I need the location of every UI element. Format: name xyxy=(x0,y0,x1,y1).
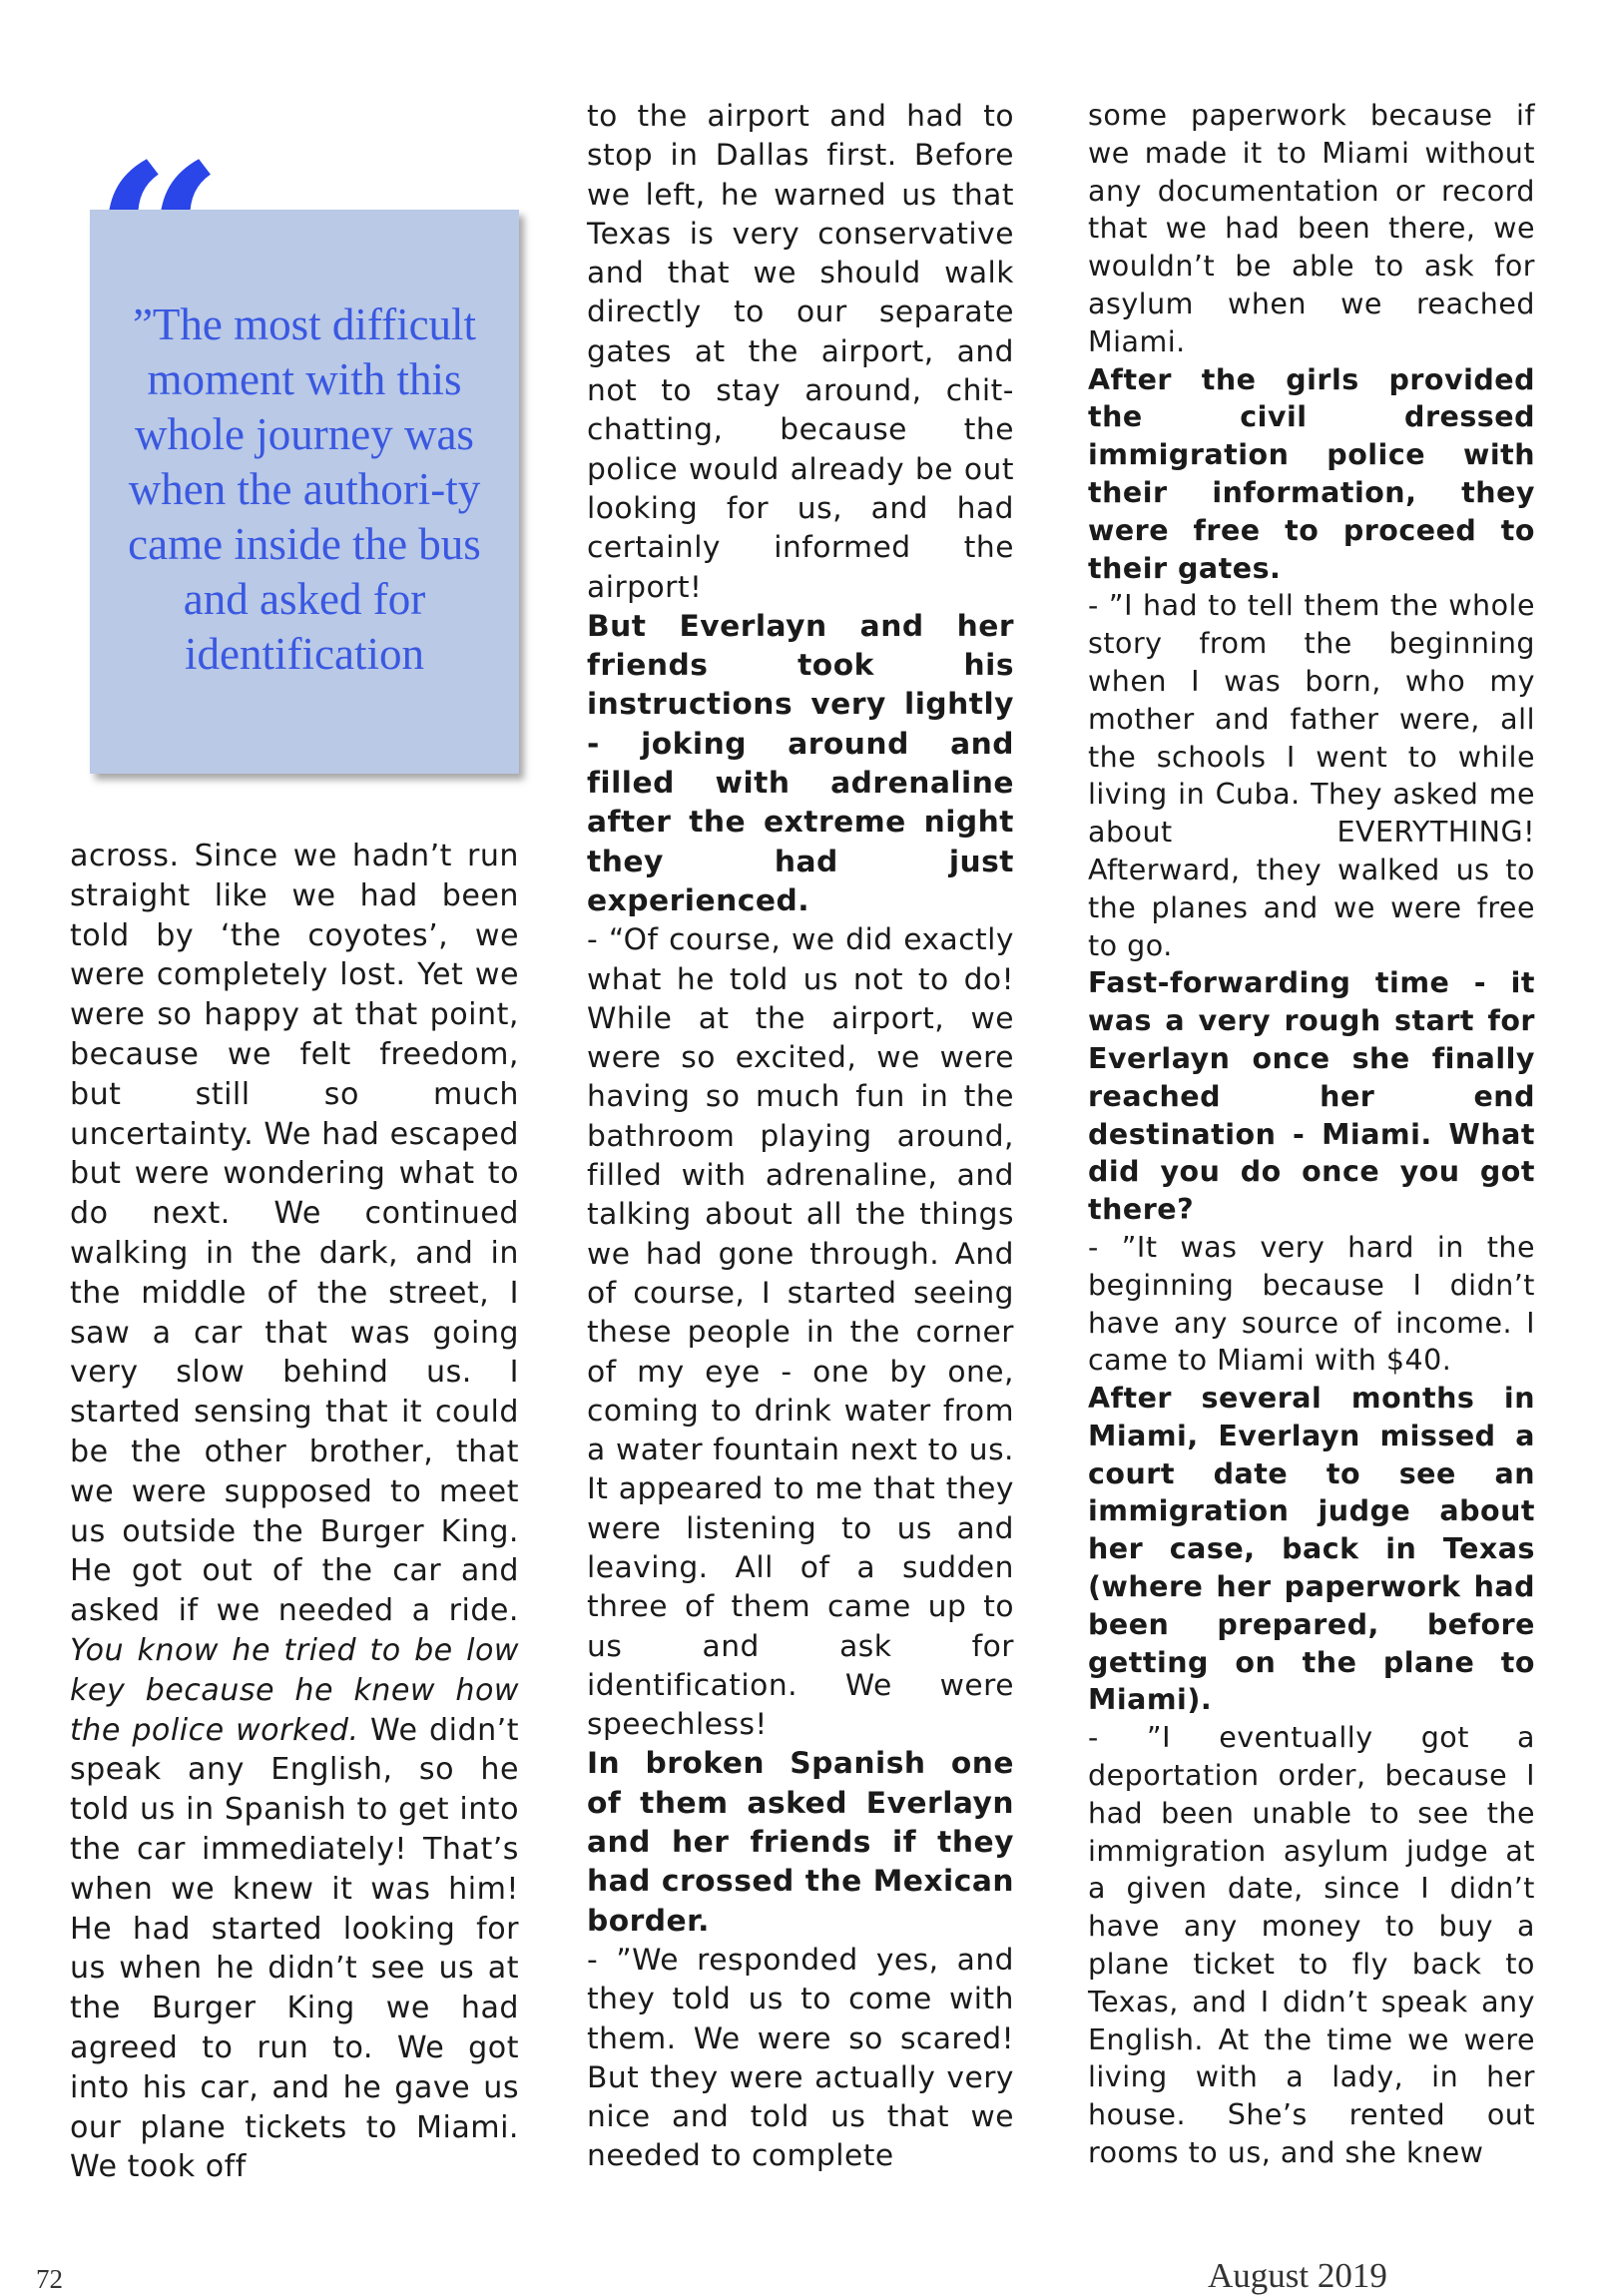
paragraph: to the airport and had to stop in Dallas first. Before we left, he warned us that Texas is very conservative and that we should walk directly to our separate gates at the airport, and not to stay around, chit-chatting, because the police would already be out looking for us, and had certainly informed the airport! xyxy=(587,99,1014,605)
pull-quote-box xyxy=(90,210,519,774)
article-column-2 xyxy=(587,97,1014,2176)
paragraph xyxy=(70,837,519,2187)
paragraph: - ”We responded yes, and they told us to come with them. We were so scared! But they were actually very nice and told us that we needed to complete xyxy=(587,1942,1014,2174)
bold-paragraph: Fast-forwarding time - it was a very rough start for Everlayn once she finally reached her end destination - Miami. What did you do once you got there? xyxy=(1088,966,1535,1227)
paragraph: - “Of course, we did exactly what he told us not to do! While at the airport, we were so excited, we were having so much fun in the bathroom playing around, filled with adrenaline, and talking about all the things we had gone through. And of course, I started seeing these people in the corner of my eye - one by one, coming to drink water from a water fountain next to us. It appeared to me that they were listening to us and leaving. All of a sudden three of them came up to us and ask for identification. We were speechless! xyxy=(587,922,1014,1743)
bold-paragraph: But Everlayn and her friends took his instructions very lightly - joking around and filled with adrenaline after the extreme night they had just experienced. xyxy=(587,608,1014,918)
paragraph-text: across. Since we hadn’t run straight like we had been told by ‘the coyotes’, we were completely lost. Yet we were so happy at that point, because we felt freedom, but still so much uncertainty. We had escaped but were wondering what to do next. We continued walking in the dark, and in the middle of the street, I saw a car that was going very slow behind us. I started sensing that it could be the other brother, that we were supposed to meet us outside the Burger King. He got out of the car and asked if we needed a ride. xyxy=(70,839,519,1629)
bold-paragraph: In broken Spanish one of them asked Everlayn and her friends if they had crossed the Mexican border. xyxy=(587,1746,1014,1939)
paragraph: - ”I eventually got a deportation order, because I had been unable to see the immigration asylum judge at a given date, since I didn’t have any money to buy a plane ticket to fly back to Texas, and I didn’t speak any English. At the time we were living with a lady, in her house. She’s rented out rooms to us, and she knew xyxy=(1088,1721,1535,2170)
article-column-3 xyxy=(1088,97,1535,2172)
issue-date: August 2019 xyxy=(1208,2256,1387,2295)
paragraph-text: We didn’t speak any English, so he told us in Spanish to get into the car immediately! That’s when we knew it was him! He had started looking for us when he didn’t see us at the Burger King we had agreed to run to. We got into his car, and he gave us our plane tickets to Miami. We took off xyxy=(70,1712,520,2185)
pull-quote-text: ”The most difficult moment with this whole journey was when the authori-ty came inside the bus and asked for identification xyxy=(128,299,481,679)
bold-paragraph: After the girls provided the civil dressed immigration police with their information, they were free to proceed to their gates. xyxy=(1088,362,1535,585)
paragraph: - ”I had to tell them the whole story from the beginning when I was born, who my mother and father were, all the schools I went to while living in Cuba. They asked me about EVERYTHING! Afterward, they walked us to the planes and we were free to go. xyxy=(1088,589,1535,962)
page-number: 72 xyxy=(36,2264,63,2294)
italic-text: You know he tried to be low key because he knew how the police worked. xyxy=(70,1632,519,1748)
bold-paragraph: After several months in Miami, Everlayn missed a court date to see an immigration judge about her case, back in Texas (where her paperwork had been prepared, before getting on the plane to Miami). xyxy=(1088,1382,1535,1717)
paragraph: some paperwork because if we made it to Miami without any documentation or record that we had been there, we wouldn’t be able to ask for asylum when we reached Miami. xyxy=(1088,99,1535,358)
paragraph: - ”It was very hard in the beginning because I didn’t have any source of income. I came to Miami with $40. xyxy=(1088,1230,1535,1378)
article-column-1 xyxy=(70,837,519,2187)
